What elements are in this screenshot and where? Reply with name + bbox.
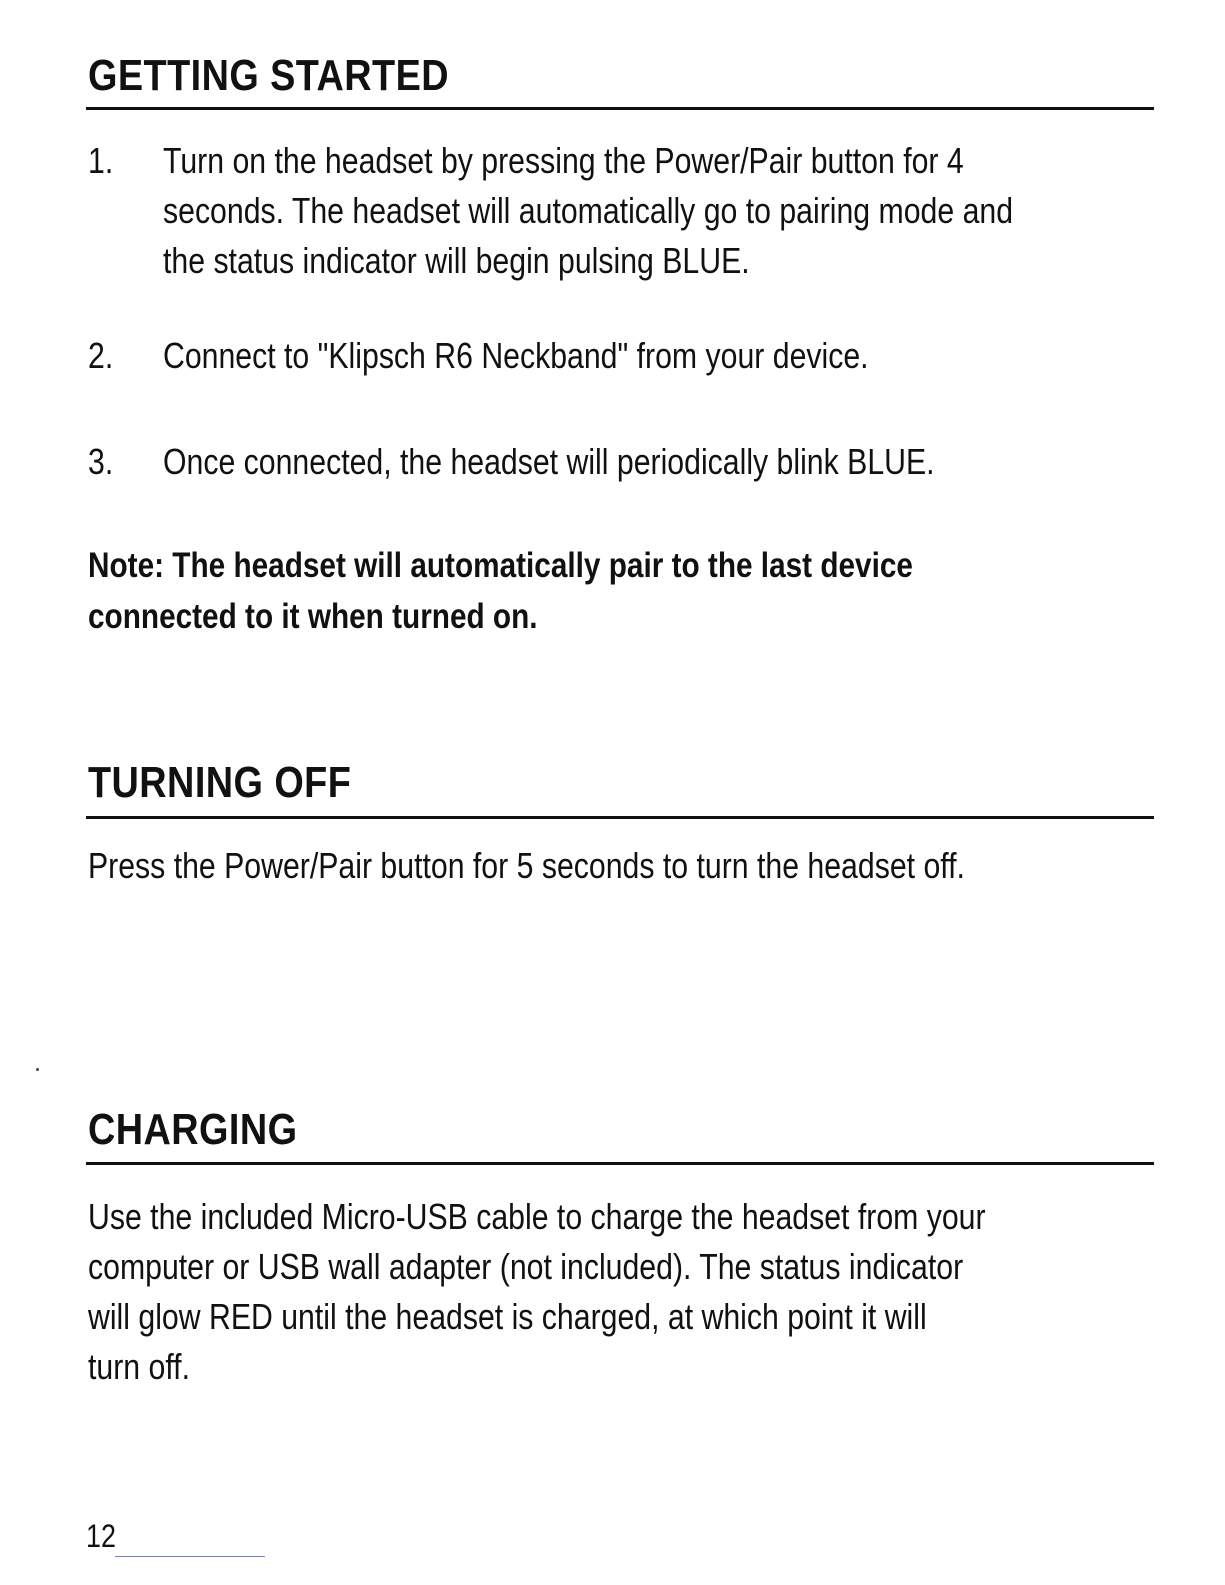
step-line: Once connected, the headset will periodically blink BLUE. <box>163 441 935 482</box>
charging-line: turn off. <box>88 1346 190 1387</box>
page-number: 12 <box>86 1518 116 1554</box>
charging-line: will glow RED until the headset is charged, at which point it will <box>88 1296 927 1337</box>
step-line: Turn on the headset by pressing the Power/Pair button for 4 <box>163 140 964 181</box>
section-divider <box>86 816 1154 819</box>
step-line: the status indicator will begin pulsing BLUE. <box>163 240 750 281</box>
step-text <box>163 437 1154 487</box>
step-number: 3. <box>88 441 114 482</box>
scan-speck <box>36 1068 39 1071</box>
step-text <box>163 136 1154 286</box>
charging-heading: CHARGING <box>88 1105 298 1154</box>
step-number: 2. <box>88 335 114 376</box>
turning-off-text: Press the Power/Pair button for 5 seconds to turn the headset off. <box>88 845 965 886</box>
getting-started-heading: GETTING STARTED <box>88 51 450 100</box>
charging-text <box>88 1192 986 1392</box>
charging-line: Use the included Micro-USB cable to charge the headset from your <box>88 1196 986 1237</box>
note-line: connected to it when turned on. <box>88 597 538 636</box>
section-divider <box>86 107 1154 110</box>
footer-underline <box>115 1556 265 1557</box>
step-number: 1. <box>88 140 114 181</box>
section-divider <box>86 1162 1154 1165</box>
note-line: Note: The headset will automatically pair to the last device <box>88 546 913 585</box>
turning-off-heading: TURNING OFF <box>88 758 352 807</box>
step-text <box>163 331 1154 381</box>
charging-line: computer or USB wall adapter (not included). The status indicator <box>88 1246 964 1287</box>
step-line: Connect to "Klipsch R6 Neckband" from your device. <box>163 335 869 376</box>
pairing-note <box>88 540 913 642</box>
step-line: seconds. The headset will automatically go to pairing mode and <box>163 190 1014 231</box>
